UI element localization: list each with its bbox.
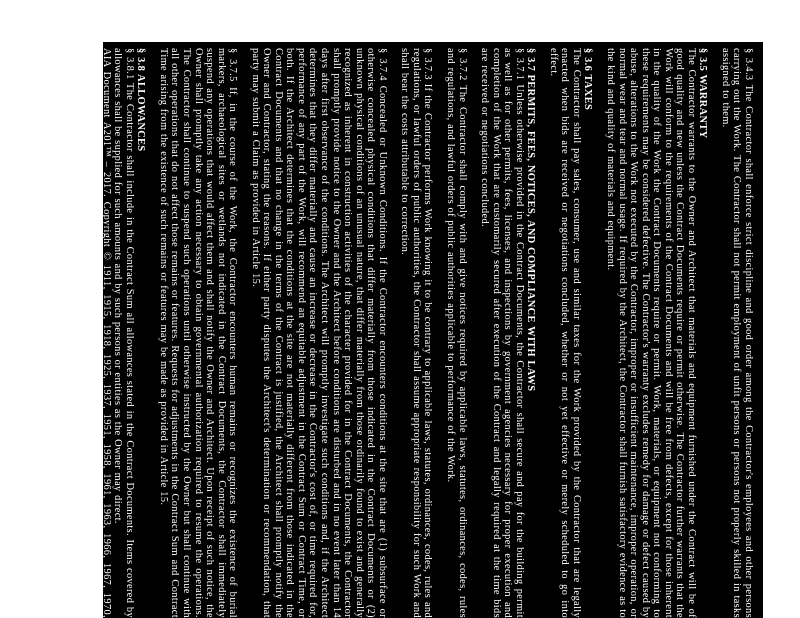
section-3-8-1: § 3.8.1 The Contractor shall include in the Contract Sum all allowances stated in the Contract Documents. Items covered by allowances shall be supplied for such amounts and by such persons or entities as the Owner may direct. <box>112 48 135 618</box>
heading-warranty: § 3.5 WARRANTY <box>697 48 709 139</box>
section-3-7-5: § 3.7.5 If, in the course of the Work, the Contractor encounters human remains or recognizes the existence of burial markers, archaeological sites or wetlands not indicated in the Contract Documents, the Contractor shall immediately suspend any operations that would affect them and shall notify the Owner and Architect. Upon receipt of such notice, the Owner shall promptly take any action necessary to obtain governmental authorization required to resume the operations. The Contractor shall continue to suspend such operations until otherwise instructed by the Owner but shall continue with all other operations that do not affect those remains or features. Requests for adjustments in the Contract Sum and Contract Time arising from the existence of such remains or features may be made as provided in Article 15. <box>157 48 239 618</box>
section-3-4-3: § 3.4.3 The Contractor shall enforce strict discipline and good order among the Contractor's employees and other persons carrying out the Work. The Contractor shall not permit employment of unfit persons or persons not properly skilled in tasks assigned to them. <box>719 48 754 618</box>
section-3-6-body: The Contractor shall pay sales, consumer, use and similar taxes for the Work provided by the Contractor that are legally enacted when bids are received or negotiations concluded, whether or not yet effective or merely scheduled to go into effect. <box>547 48 582 618</box>
rotated-document-body <box>43 42 763 618</box>
section-3-7-3: § 3.7.3 If the Contractor performs Work knowing it to be contrary to applicable laws, statutes, ordinances, codes, rules and regulations, or lawful orders of public authorities, the Contractor shall assume appropriate responsibility for such Work and shall bear the costs attributable to correction. <box>399 48 434 618</box>
section-3-7-2: § 3.7.2 The Contractor shall comply with and give notices required by applicable laws, statutes, ordinances, codes, rules and regulations, and lawful orders of public authorities applicable to performance of the Work. <box>444 48 468 618</box>
scanned-page-negative <box>43 42 763 618</box>
heading-taxes: § 3.6 TAXES <box>582 48 594 111</box>
heading-permits: § 3.7 PERMITS, FEES, NOTICES, AND COMPLIANCE WITH LAWS <box>525 48 537 392</box>
section-3-5-body: The Contractor warrants to the Owner and Architect that materials and equipment furnished under the Contract will be of good quality and new unless the Contract Documents require or permit otherwise. The Contractor further warrants that the Work will conform to the requirements of the Contract Documents and will be free from defects, except for those inherent in the quality of the Work the Contract Documents require or permit. Work, materials, or equipment not conforming to these requirements may be considered defective. The Contractor's warranty excludes remedy for damage or defect caused by abuse, alterations to the Work not executed by the Contractor, improper or insufficient maintenance, improper operation, or normal wear and tear and normal usage. If required by the Architect, the Contractor shall furnish satisfactory evidence as to the kind and quality of materials and equipment. <box>604 48 697 618</box>
section-3-7-4: § 3.7.4 Concealed or Unknown Conditions. If the Contractor encounters conditions at the site that are (1) subsurface or otherwise concealed physical conditions that differ materially from those indicated in the Contract Documents or (2) unknown physical conditions of an unusual nature, that differ materially from those ordinarily found to exist and generally recognized as inherent in construction activities of the character provided for in the Contract Documents, the Contractor shall promptly provide notice to the Owner and the Architect before conditions are disturbed and in no event later than 14 days after first observance of the conditions. The Architect will promptly investigate such conditions and, if the Architect determines that they differ materially and cause an increase or decrease in the Contractor's cost of, or time required for, performance of any part of the Work, will recommend an equitable adjustment in the Contract Sum or Contract Time, or both. If the Architect determines that the conditions at the site are not materially different from those indicated in the Contract Documents and that no change in the terms of the Contract is justified, the Architect shall promptly notify the Owner and Contractor, stating the reasons. If either party disputes the Architect's determination or recommendation, that party may submit a Claim as provided in Article 15. <box>249 48 388 618</box>
copyright-footer: AIA Document A201™ – 2017. Copyright © 1911, 1915, 1918, 1925, 1937, 1951, 1958, 1961, 1963, 1966, 1967, 1970, 1976, 1987, 1997, 2007 and 2017 by The American Institute of Architects. All rights reserved. WARNING: This AIA® Document is protected by U.S. Copyright Law and International Treaties. Unauthorized reproduction or distribution of this AIA® Document, or any portion of it, may result in severe civil and criminal penalties, and will be prosecuted to the maximum extent possible under the law. To report copyright violations of AIA Contract Documents, e-mail The American Institute of Architects' legal counsel, copyright@aia.org. <box>43 48 112 618</box>
section-3-7-1: § 3.7.1 Unless otherwise provided in the Contract Documents, the Contractor shall secure and pay for the building permit as well as for other permits, fees, licenses, and inspections by government agencies necessary for proper execution and completion of the Work that are customarily secured after execution of the Contract and legally required at the time bids are received or negotiations concluded. <box>479 48 525 618</box>
scan-edge-mark <box>770 30 800 60</box>
heading-allowances: § 3.8 ALLOWANCES <box>135 48 147 152</box>
